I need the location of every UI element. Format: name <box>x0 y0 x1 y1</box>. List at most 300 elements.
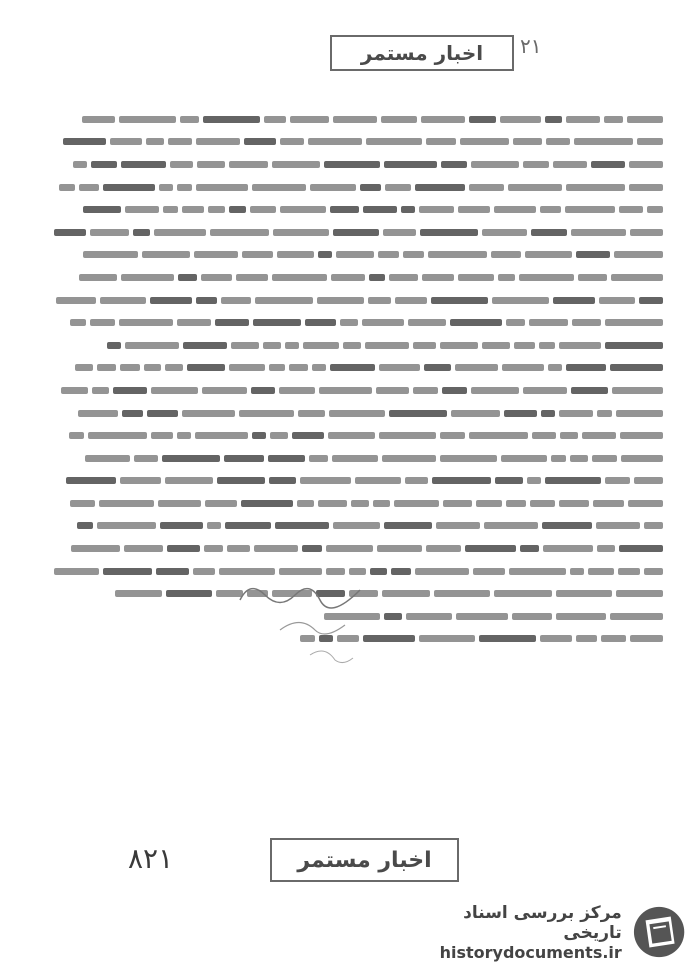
handwritten-word <box>492 297 549 304</box>
handwritten-word <box>196 138 240 145</box>
text-line <box>45 108 663 131</box>
handwritten-word <box>495 477 523 484</box>
handwritten-word <box>529 319 568 326</box>
handwritten-word <box>508 184 562 191</box>
handwritten-word <box>331 274 365 281</box>
handwritten-word <box>560 432 578 439</box>
handwritten-word <box>177 432 191 439</box>
handwritten-word <box>556 613 606 620</box>
handwritten-word <box>565 206 615 213</box>
handwritten-word <box>525 251 572 258</box>
handwritten-word <box>203 116 260 123</box>
handwritten-word <box>77 522 93 529</box>
handwritten-word <box>450 319 502 326</box>
handwritten-word <box>83 251 138 258</box>
handwritten-word <box>604 116 623 123</box>
handwritten-word <box>119 116 176 123</box>
handwritten-word <box>571 387 608 394</box>
handwritten-word <box>318 500 347 507</box>
handwritten-word <box>71 545 120 552</box>
text-line <box>45 402 663 425</box>
handwritten-word <box>330 206 359 213</box>
handwritten-word <box>619 206 643 213</box>
handwritten-word <box>340 319 358 326</box>
handwritten-word <box>119 319 173 326</box>
handwritten-word <box>546 138 570 145</box>
text-line <box>45 537 663 560</box>
text-line <box>45 176 663 199</box>
handwritten-word <box>166 590 212 597</box>
handwritten-word <box>59 184 75 191</box>
handwritten-word <box>73 161 87 168</box>
handwritten-word <box>471 161 519 168</box>
handwritten-word <box>384 161 437 168</box>
handwritten-word <box>178 274 197 281</box>
handwritten-word <box>512 613 552 620</box>
handwritten-word <box>403 251 424 258</box>
handwritten-word <box>297 500 314 507</box>
handwritten-word <box>103 184 155 191</box>
text-line <box>45 131 663 154</box>
text-line <box>45 311 663 334</box>
handwritten-word <box>210 229 269 236</box>
handwritten-word <box>250 206 276 213</box>
handwritten-word <box>582 432 616 439</box>
handwritten-word <box>269 364 285 371</box>
handwritten-word <box>413 342 436 349</box>
handwritten-word <box>428 251 487 258</box>
handwritten-word <box>351 500 369 507</box>
handwritten-word <box>217 477 265 484</box>
handwritten-word <box>83 206 121 213</box>
handwritten-word <box>121 274 174 281</box>
handwritten-word <box>619 545 663 552</box>
handwritten-word <box>548 364 562 371</box>
text-line <box>45 244 663 267</box>
handwritten-word <box>187 364 225 371</box>
handwritten-word <box>273 229 329 236</box>
handwritten-word <box>542 522 592 529</box>
handwritten-word <box>479 635 536 642</box>
handwritten-word <box>100 297 146 304</box>
handwritten-word <box>473 568 505 575</box>
handwritten-word <box>593 500 624 507</box>
handwritten-word <box>426 138 456 145</box>
handwritten-word <box>460 138 509 145</box>
handwritten-word <box>318 251 332 258</box>
handwritten-word <box>194 251 238 258</box>
handwritten-word <box>239 410 294 417</box>
handwritten-word <box>90 229 129 236</box>
handwritten-word <box>333 229 379 236</box>
handwritten-word <box>229 206 246 213</box>
handwritten-word <box>103 568 152 575</box>
handwritten-word <box>369 274 385 281</box>
handwritten-word <box>476 500 502 507</box>
handwritten-word <box>424 364 451 371</box>
handwritten-word <box>530 500 555 507</box>
handwritten-word <box>162 455 220 462</box>
handwritten-word <box>419 635 475 642</box>
handwritten-word <box>124 545 163 552</box>
handwritten-word <box>54 229 86 236</box>
handwritten-word <box>300 477 351 484</box>
handwritten-word <box>434 590 490 597</box>
handwritten-word <box>280 138 304 145</box>
handwritten-word <box>264 116 286 123</box>
handwritten-word <box>255 297 313 304</box>
handwritten-word <box>432 477 491 484</box>
handwritten-word <box>413 387 438 394</box>
handwritten-word <box>159 184 173 191</box>
text-line <box>45 221 663 244</box>
handwritten-word <box>110 138 142 145</box>
handwritten-word <box>502 364 544 371</box>
handwritten-word <box>471 387 519 394</box>
handwritten-word <box>458 274 494 281</box>
handwritten-word <box>451 410 500 417</box>
handwritten-word <box>644 568 663 575</box>
handwritten-word <box>520 545 539 552</box>
handwritten-word <box>494 590 552 597</box>
handwritten-word <box>378 251 399 258</box>
handwritten-word <box>225 522 271 529</box>
handwritten-word <box>156 568 189 575</box>
signature-scribble <box>220 560 420 680</box>
handwritten-word <box>415 568 469 575</box>
handwritten-word <box>576 251 610 258</box>
header-stamp-label: اخبار مستمر <box>360 41 484 65</box>
handwritten-word <box>366 138 422 145</box>
handwritten-word <box>79 184 99 191</box>
handwritten-word <box>202 387 247 394</box>
handwritten-word <box>566 184 625 191</box>
handwritten-word <box>628 500 663 507</box>
handwritten-word <box>591 161 625 168</box>
handwritten-word <box>576 635 597 642</box>
header-stamp <box>330 35 514 71</box>
handwritten-word <box>509 568 566 575</box>
text-line <box>45 492 663 515</box>
handwritten-word <box>56 297 96 304</box>
header-stamp-mark: ۲۱ <box>520 34 542 58</box>
handwritten-word <box>384 522 432 529</box>
handwritten-word <box>134 455 158 462</box>
handwritten-word <box>252 184 306 191</box>
handwritten-word <box>527 477 541 484</box>
handwritten-word <box>596 522 640 529</box>
handwritten-word <box>121 161 166 168</box>
handwritten-word <box>605 342 663 349</box>
handwritten-word <box>196 297 217 304</box>
handwritten-word <box>142 251 190 258</box>
handwritten-word <box>61 387 88 394</box>
handwritten-word <box>436 522 480 529</box>
handwritten-word <box>440 342 478 349</box>
handwritten-word <box>298 410 325 417</box>
handwritten-word <box>163 206 178 213</box>
handwritten-word <box>597 545 615 552</box>
handwritten-word <box>221 297 251 304</box>
handwritten-word <box>647 206 663 213</box>
handwritten-word <box>553 297 595 304</box>
handwritten-word <box>588 568 614 575</box>
handwritten-word <box>539 342 555 349</box>
text-line <box>45 266 663 289</box>
handwritten-word <box>373 500 390 507</box>
handwritten-word <box>389 410 447 417</box>
handwritten-word <box>177 184 192 191</box>
handwritten-word <box>494 206 536 213</box>
handwritten-word <box>408 319 446 326</box>
handwritten-word <box>455 364 498 371</box>
handwritten-word <box>610 613 663 620</box>
archive-logo-icon <box>632 904 686 960</box>
handwritten-word <box>326 545 373 552</box>
handwritten-word <box>531 229 567 236</box>
handwritten-word <box>308 138 362 145</box>
handwritten-word <box>279 387 315 394</box>
handwritten-word <box>268 455 305 462</box>
handwritten-word <box>394 500 439 507</box>
text-line <box>45 447 663 470</box>
handwritten-word <box>379 432 436 439</box>
handwritten-word <box>204 545 223 552</box>
handwritten-word <box>151 387 198 394</box>
handwritten-word <box>165 477 213 484</box>
handwritten-word <box>389 274 418 281</box>
handwritten-word <box>441 161 467 168</box>
handwritten-word <box>310 184 356 191</box>
text-line <box>45 198 663 221</box>
handwritten-word <box>482 229 527 236</box>
handwritten-word <box>401 206 415 213</box>
handwritten-word <box>328 432 375 439</box>
handwritten-word <box>151 432 173 439</box>
handwritten-word <box>360 184 381 191</box>
handwritten-word <box>168 138 192 145</box>
handwritten-word <box>263 342 281 349</box>
handwritten-word <box>277 251 314 258</box>
handwritten-word <box>317 297 364 304</box>
handwritten-word <box>616 410 663 417</box>
handwritten-word <box>620 432 663 439</box>
footer-stamp-label: اخبار مستمر <box>297 847 432 873</box>
handwritten-word <box>197 161 225 168</box>
handwritten-word <box>324 161 380 168</box>
handwritten-word <box>229 364 265 371</box>
handwritten-word <box>465 545 516 552</box>
handwritten-word <box>571 229 626 236</box>
handwritten-word <box>303 342 339 349</box>
handwritten-word <box>336 251 374 258</box>
handwritten-word <box>540 206 561 213</box>
handwritten-word <box>120 364 140 371</box>
handwritten-word <box>500 116 541 123</box>
handwritten-word <box>183 342 227 349</box>
handwritten-word <box>115 590 162 597</box>
handwritten-word <box>629 184 663 191</box>
handwritten-word <box>244 138 276 145</box>
handwritten-word <box>97 522 156 529</box>
watermark-url: historydocuments.ir <box>439 942 622 962</box>
handwritten-word <box>553 161 587 168</box>
handwritten-word <box>610 364 663 371</box>
handwritten-word <box>630 229 663 236</box>
handwritten-word <box>305 319 336 326</box>
page-number: ۸۲۱ <box>128 842 174 875</box>
handwritten-word <box>97 364 116 371</box>
handwritten-word <box>231 342 259 349</box>
handwritten-word <box>545 477 601 484</box>
text-line <box>45 424 663 447</box>
text-line <box>45 334 663 357</box>
handwritten-word <box>224 455 264 462</box>
handwritten-word <box>559 342 601 349</box>
handwritten-word <box>469 184 504 191</box>
handwritten-word <box>637 138 663 145</box>
handwritten-word <box>574 138 633 145</box>
handwritten-word <box>319 387 372 394</box>
handwritten-word <box>541 410 555 417</box>
handwritten-word <box>630 635 663 642</box>
handwritten-word <box>456 613 508 620</box>
handwritten-word <box>421 116 465 123</box>
handwritten-word <box>504 410 537 417</box>
handwritten-word <box>82 116 115 123</box>
handwritten-word <box>415 184 465 191</box>
handwritten-word <box>272 274 327 281</box>
handwritten-word <box>207 522 221 529</box>
handwritten-word <box>158 500 201 507</box>
handwritten-word <box>196 184 248 191</box>
handwritten-word <box>88 432 147 439</box>
handwritten-word <box>269 477 296 484</box>
watermark <box>406 899 686 965</box>
handwritten-word <box>385 184 411 191</box>
handwritten-word <box>506 500 526 507</box>
handwritten-word <box>285 342 299 349</box>
handwritten-word <box>551 455 566 462</box>
handwritten-word <box>125 342 179 349</box>
handwritten-word <box>566 364 606 371</box>
handwritten-word <box>368 297 391 304</box>
handwritten-word <box>107 342 121 349</box>
handwritten-word <box>599 297 635 304</box>
handwritten-word <box>241 500 293 507</box>
handwritten-word <box>514 342 535 349</box>
handwritten-word <box>309 455 328 462</box>
handwritten-word <box>383 229 416 236</box>
handwritten-word <box>275 522 329 529</box>
handwritten-word <box>627 116 663 123</box>
text-line <box>45 470 663 493</box>
handwritten-word <box>540 635 572 642</box>
handwritten-word <box>458 206 490 213</box>
handwritten-word <box>420 229 478 236</box>
handwritten-word <box>355 477 401 484</box>
handwritten-word <box>543 545 593 552</box>
handwritten-word <box>506 319 525 326</box>
handwritten-word <box>75 364 93 371</box>
handwritten-word <box>419 206 454 213</box>
handwritten-word <box>193 568 215 575</box>
handwritten-word <box>91 161 117 168</box>
watermark-organization: مرکز بررسی اسناد تاریخی <box>463 902 622 943</box>
handwritten-word <box>78 410 118 417</box>
handwritten-word <box>343 342 361 349</box>
handwritten-word <box>252 432 266 439</box>
handwritten-word <box>519 274 574 281</box>
handwritten-word <box>160 522 203 529</box>
handwritten-word <box>376 387 409 394</box>
handwritten-word <box>66 477 116 484</box>
handwritten-word <box>572 319 601 326</box>
handwritten-word <box>611 274 663 281</box>
handwritten-word <box>377 545 422 552</box>
handwritten-word <box>182 410 235 417</box>
handwritten-word <box>513 138 542 145</box>
handwritten-word <box>133 229 150 236</box>
footer-stamp <box>270 838 459 882</box>
handwritten-word <box>329 410 385 417</box>
handwritten-word <box>330 364 375 371</box>
handwritten-word <box>422 274 454 281</box>
handwritten-word <box>498 274 515 281</box>
handwritten-word <box>85 455 130 462</box>
handwritten-word <box>469 116 496 123</box>
handwritten-word <box>120 477 161 484</box>
handwritten-word <box>205 500 237 507</box>
handwritten-word <box>92 387 109 394</box>
handwritten-word <box>469 432 528 439</box>
handwritten-word <box>362 319 404 326</box>
handwritten-word <box>69 432 84 439</box>
handwritten-word <box>195 432 248 439</box>
handwritten-word <box>144 364 161 371</box>
handwritten-word <box>442 387 467 394</box>
handwritten-word <box>167 545 200 552</box>
text-line <box>45 357 663 380</box>
handwritten-word <box>482 342 510 349</box>
handwritten-word <box>440 455 497 462</box>
handwritten-word <box>122 410 143 417</box>
handwritten-word <box>70 319 86 326</box>
handwritten-word <box>491 251 521 258</box>
handwritten-word <box>229 161 268 168</box>
handwritten-word <box>634 477 663 484</box>
handwritten-word <box>523 387 567 394</box>
handwritten-word <box>618 568 640 575</box>
handwritten-word <box>236 274 268 281</box>
handwritten-word <box>150 297 192 304</box>
handwritten-word <box>532 432 556 439</box>
handwritten-word <box>125 206 159 213</box>
handwritten-word <box>379 364 420 371</box>
handwritten-word <box>254 545 298 552</box>
handwritten-word <box>556 590 612 597</box>
text-line <box>45 379 663 402</box>
handwritten-word <box>484 522 538 529</box>
handwritten-word <box>431 297 488 304</box>
handwritten-word <box>302 545 322 552</box>
handwritten-word <box>639 297 663 304</box>
handwritten-word <box>578 274 607 281</box>
handwritten-word <box>616 590 663 597</box>
handwritten-word <box>440 432 465 439</box>
handwritten-word <box>182 206 204 213</box>
handwritten-word <box>363 206 397 213</box>
